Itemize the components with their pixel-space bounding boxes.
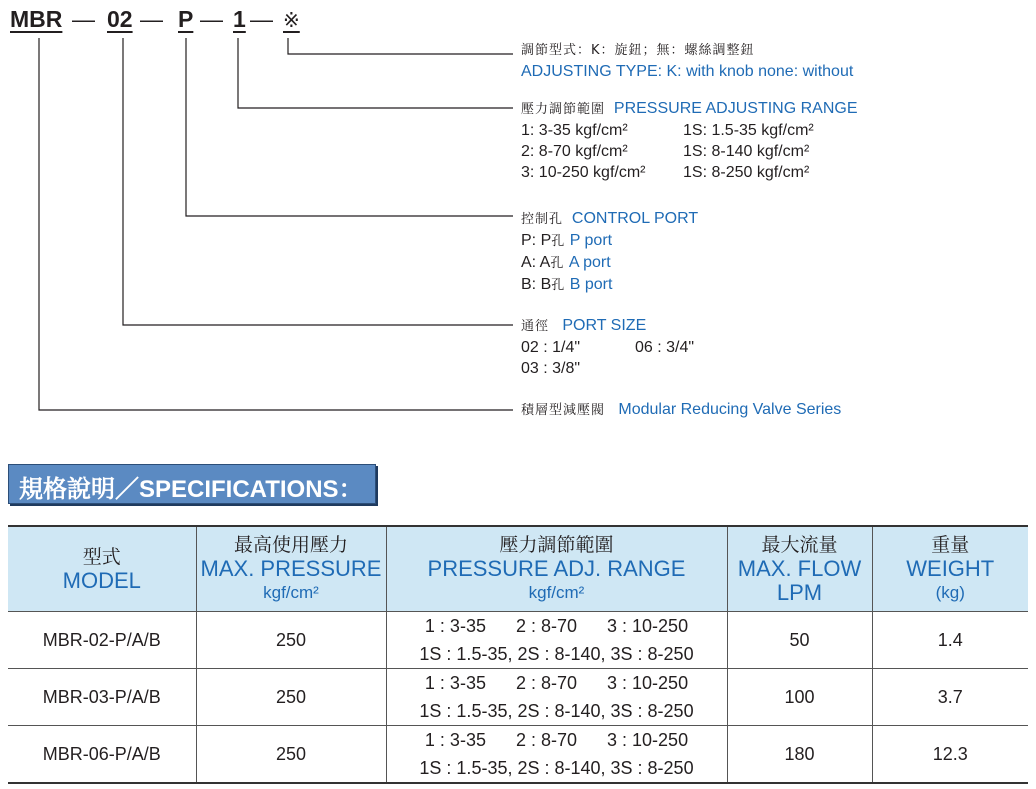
- leader-portsize: [123, 38, 513, 325]
- code-dash: —: [200, 6, 223, 32]
- cell-pressure: 250: [196, 669, 386, 726]
- port-size-02: 02 : 1/4": [521, 339, 581, 356]
- pressure-range-block: [521, 98, 858, 183]
- control-row-a-cn: 孔: [550, 256, 565, 271]
- table-row: [8, 669, 1028, 726]
- leader-series: [39, 38, 513, 410]
- specifications-table: [8, 525, 1028, 784]
- port-size-06: 06 : 3/4": [635, 339, 695, 356]
- pressure-range-cn: 壓力調節範圍: [521, 102, 606, 117]
- cell-range: 1 : 3-35 2 : 8-70 3 : 10-250 1S : 1.5-35, 2S : 8-140, 3S : 8-250: [386, 726, 727, 784]
- code-control-port: P: [178, 6, 194, 32]
- cell-pressure: 250: [196, 612, 386, 669]
- header-max-pressure: 最高使用壓力 MAX. PRESSURE kgf/cm²: [196, 526, 386, 612]
- code-adjusting-type: ※: [283, 8, 300, 32]
- cell-flow: 180: [727, 726, 872, 784]
- table-row: [8, 612, 1028, 669]
- control-row-a-en: A port: [568, 254, 611, 271]
- table-header-row: [8, 526, 1028, 612]
- port-size-cn: 通徑: [521, 319, 550, 334]
- control-row-b-cn: 孔: [551, 278, 566, 293]
- header-pressure-range: 壓力調節範圍 PRESSURE ADJ. RANGE kgf/cm²: [386, 526, 727, 612]
- leader-adjusting: [288, 38, 513, 54]
- code-dash: —: [72, 6, 95, 32]
- control-row-a-code: A: A: [521, 254, 551, 271]
- control-row-p-en: P port: [569, 232, 613, 249]
- pressure-row-3a: 3: 10-250 kgf/cm²: [521, 164, 646, 181]
- control-row-p-code: P: P: [521, 232, 552, 249]
- series-block: [521, 399, 841, 421]
- code-dash: —: [140, 6, 163, 32]
- code-port-size: 02: [107, 6, 133, 32]
- series-en: Modular Reducing Valve Series: [618, 401, 842, 418]
- header-max-flow: 最大流量 MAX. FLOW LPM: [727, 526, 872, 612]
- port-size-block: [521, 315, 694, 379]
- cell-flow: 50: [727, 612, 872, 669]
- adjusting-type-block: [521, 40, 853, 82]
- control-port-block: [521, 208, 698, 296]
- code-series: MBR: [10, 6, 63, 32]
- cell-weight: 3.7: [872, 669, 1028, 726]
- cell-model: MBR-03-P/A/B: [8, 669, 196, 726]
- cell-weight: 1.4: [872, 612, 1028, 669]
- pressure-row-2b: 1S: 8-140 kgf/cm²: [683, 143, 810, 160]
- series-cn: 積層型減壓閥: [521, 403, 606, 418]
- cell-model: MBR-02-P/A/B: [8, 612, 196, 669]
- leader-control: [186, 38, 513, 216]
- port-size-en: PORT SIZE: [562, 317, 647, 334]
- control-row-b-en: B port: [569, 276, 613, 293]
- specifications-title: 規格說明／SPECIFICATIONS：: [19, 476, 363, 503]
- cell-weight: 12.3: [872, 726, 1028, 784]
- adjusting-type-cn: 調節型式：K：旋鈕；無：螺絲調整鈕: [521, 43, 755, 58]
- specifications-banner: [8, 464, 376, 504]
- cell-flow: 100: [727, 669, 872, 726]
- header-weight: 重量 WEIGHT (kg): [872, 526, 1028, 612]
- pressure-row-1a: 1: 3-35 kgf/cm²: [521, 122, 628, 139]
- control-row-p-cn: 孔: [551, 234, 566, 249]
- pressure-row-1b: 1S: 1.5-35 kgf/cm²: [683, 122, 814, 139]
- cell-model: MBR-06-P/A/B: [8, 726, 196, 784]
- cell-range: 1 : 3-35 2 : 8-70 3 : 10-250 1S : 1.5-35, 2S : 8-140, 3S : 8-250: [386, 669, 727, 726]
- control-port-en: CONTROL PORT: [571, 210, 699, 227]
- control-row-b-code: B: B: [521, 276, 552, 293]
- cell-range: 1 : 3-35 2 : 8-70 3 : 10-250 1S : 1.5-35, 2S : 8-140, 3S : 8-250: [386, 612, 727, 669]
- code-pressure-range: 1: [233, 6, 246, 32]
- leader-pressure: [238, 38, 513, 108]
- code-dash: —: [250, 6, 273, 32]
- header-model: 型式 MODEL: [8, 526, 196, 612]
- port-size-03: 03 : 3/8": [521, 360, 581, 377]
- adjusting-type-en: ADJUSTING TYPE: K: with knob none: without: [521, 63, 854, 80]
- pressure-row-2a: 2: 8-70 kgf/cm²: [521, 143, 628, 160]
- pressure-row-3b: 1S: 8-250 kgf/cm²: [683, 164, 810, 181]
- control-port-cn: 控制孔: [521, 212, 564, 227]
- cell-pressure: 250: [196, 726, 386, 784]
- table-row: [8, 726, 1028, 784]
- pressure-range-en: PRESSURE ADJUSTING RANGE: [613, 100, 858, 117]
